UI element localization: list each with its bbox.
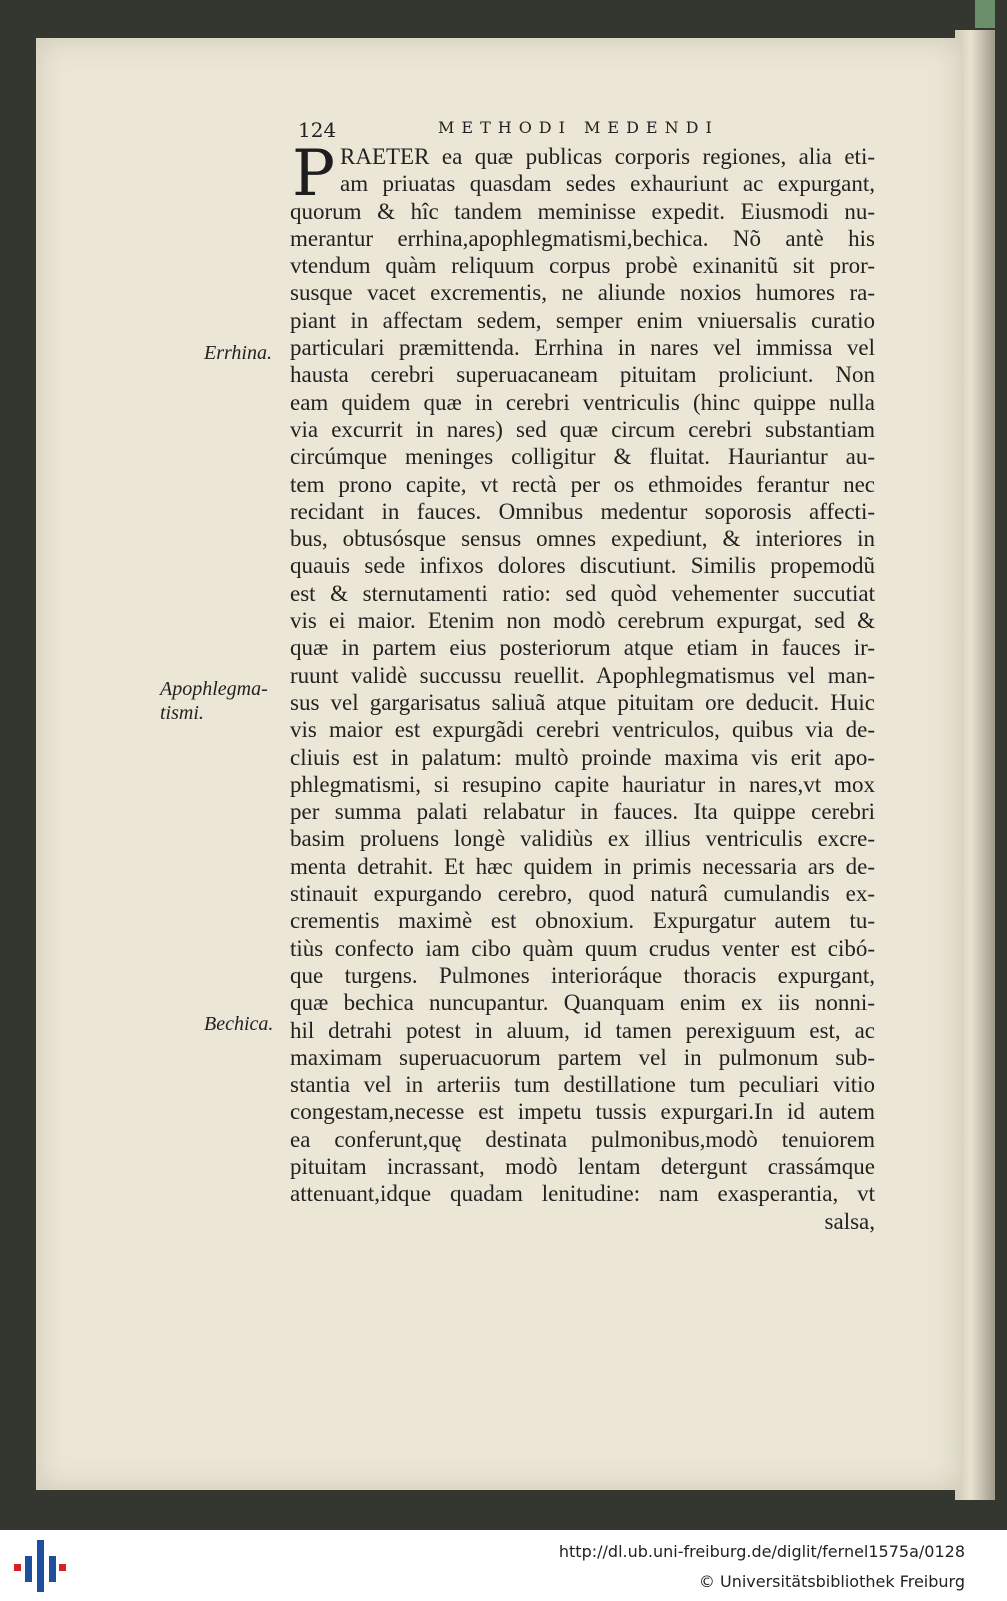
text-line: tem prono capite, vt rectà per os ethmoides ferantur nec <box>290 471 875 497</box>
text-line: phlegmatismi, si resupino capite hauriatur in nares,vt mox <box>290 771 875 797</box>
drop-cap: P <box>292 137 336 211</box>
text-line: que turgens. Pulmones interioráque thoracis expurgant, <box>290 962 875 988</box>
text-line: susque vacet excrementis, ne aliunde noxios humores ra- <box>290 280 875 306</box>
text-line: particulari præmittenda. Errhina in nares vel immissa vel <box>290 335 875 361</box>
text-line: stinauit expurgando cerebro, quod naturâ cumulandis ex- <box>290 881 875 907</box>
text-line: quorum & hîc tandem meminisse expedit. Eiusmodi nu- <box>290 198 875 224</box>
text-line: via excurrit in nares) sed quæ circum cerebri substantiam <box>290 416 875 442</box>
text-line: vtendum quàm reliquum corpus probè exinanitũ sit pror- <box>290 253 875 279</box>
text-line: attenuant,idque quadam lenitudine: nam exasperantia, vt <box>290 1181 875 1207</box>
margin-note-apophlegmatismi: Apophlegma- <box>160 678 268 700</box>
text-line: est & sternutamenti ratio: sed quòd vehementer succutiat <box>290 580 875 606</box>
running-header <box>298 118 878 144</box>
body-text <box>290 137 875 1235</box>
text-line: vis ei maior. Etenim non modò cerebrum expurgat, sed & <box>290 608 875 634</box>
text-line: per summa palati relabatur in fauces. Ita quippe cerebri <box>290 799 875 825</box>
text-line: stantia vel in arteriis tum destillatione tum peculiari vitio <box>290 1072 875 1098</box>
book-tab <box>975 0 995 28</box>
text-line: eam quidem quæ in cerebri ventriculis (hinc quippe nulla <box>290 389 875 415</box>
text-line: merantur errhina,apophlegmatismi,bechica. Nõ antè his <box>290 225 875 251</box>
text-line: bus, obtusósque sensus omnes expediunt, & interiores in <box>290 526 875 552</box>
copyright-notice: © Universitätsbibliothek Freiburg <box>698 1572 965 1591</box>
text-line: pituitam incrassant, modò lentam detergunt crassámque <box>290 1153 875 1179</box>
text-line: circúmque meninges colligitur & fluitat. Hauriantur au- <box>290 444 875 470</box>
text-line: hausta cerebri superuacaneam pituitam proliciunt. Non <box>290 362 875 388</box>
text-line: maximam superuacuorum partem vel in pulmonum sub- <box>290 1044 875 1070</box>
text-line: quæ in partem eius posteriorum atque etiam in fauces ir- <box>290 635 875 661</box>
text-line: quæ bechica nuncupantur. Quanquam enim ex iis nonni- <box>290 990 875 1016</box>
permalink-url[interactable]: http://dl.ub.uni-freiburg.de/diglit/fernel1575a/0128 <box>558 1542 965 1561</box>
footer-bar <box>0 1530 1007 1601</box>
text-line: congestam,necesse est impetu tussis expurgari.In id autem <box>290 1099 875 1125</box>
text-line: menta detrahit. Et hæc quidem in primis necessaria ars de- <box>290 853 875 879</box>
page-number: 124 <box>298 118 337 142</box>
margin-note-apophlegmatismi-cont: tismi. <box>160 702 204 724</box>
text-line: ea conferunt,quę destinata pulmonibus,modò tenuiorem <box>290 1126 875 1152</box>
text-line: ruunt validè succussu reuellit. Apophlegmatismus vel man- <box>290 662 875 688</box>
text-line: basim proluens longè validiùs ex illius ventriculis excre- <box>290 826 875 852</box>
text-line: vis maior est expurgãdi cerebri ventriculos, quibus via de- <box>290 717 875 743</box>
catchword: salsa, <box>824 1208 875 1234</box>
running-title: METHODI MEDENDI <box>438 118 719 137</box>
text-line: crementis maximè est obnoxium. Expurgatur autem tu- <box>290 908 875 934</box>
text-line: piant in affectam sedem, semper enim vniuersalis curatio <box>290 307 875 333</box>
margin-note-errhina: Errhina. <box>204 342 272 364</box>
margin-note-bechica: Bechica. <box>204 1013 274 1035</box>
text-line: recidant in fauces. Omnibus medentur soporosis affecti- <box>290 498 875 524</box>
text-line: sus vel gargarisatus saliuã atque pituitam ore deducit. Huic <box>290 689 875 715</box>
page-edge <box>955 30 995 1500</box>
text-line: tiùs confecto iam cibo quàm quum crudus venter est cibó- <box>290 935 875 961</box>
text-line: am priuatas quasdam sedes exhauriunt ac expurgant, <box>340 171 875 197</box>
text-line: quauis sede infixos dolores discutiunt. Similis propemodũ <box>290 553 875 579</box>
text-line: cliuis est in palatum: multò proinde maxima vis erit apo- <box>290 744 875 770</box>
text-line: hil detrahi potest in aluum, id tamen perexiguum est, ac <box>290 1017 875 1043</box>
text-line: RAETER ea quæ publicas corporis regiones, alia eti- <box>340 144 875 169</box>
library-logo-icon <box>12 1538 67 1594</box>
